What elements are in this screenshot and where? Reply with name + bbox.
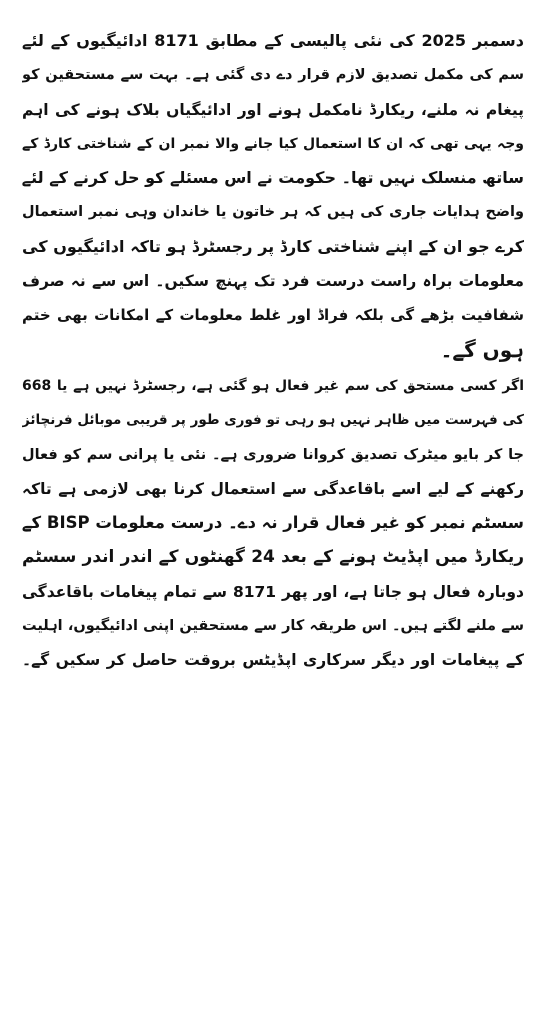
- text-line: رکھنے کے لیے اسے باقاعدگی سے استعمال کرنا بھی لازمی ہے تاکہ: [22, 479, 524, 498]
- text-line: شفافیت بڑھے گی بلکہ فراڈ اور غلط معلومات کے امکانات بھی ختم: [22, 306, 524, 325]
- text-line: کرے جو ان کے اپنے شناختی کارڈ پر رجسٹرڈ ہو تاکہ ادائیگیوں کی: [22, 236, 524, 256]
- paragraph-policy: [22, 24, 524, 367]
- text-line: ہوں گے۔: [440, 337, 524, 362]
- paragraph-sim-activation: [22, 369, 524, 678]
- text-line: کے پیغامات اور دیگر سرکاری اپڈیٹس بروقت حاصل کر سکیں گے۔: [22, 651, 524, 670]
- text-line: سسٹم نمبر کو غیر فعال قرار نہ دے۔ درست معلومات BISP کے: [22, 513, 524, 533]
- text-line: دسمبر 2025 کی نئی پالیسی کے مطابق 8171 ادائیگیوں کے لئے: [22, 31, 524, 50]
- text-line: معلومات براہ راست درست فرد تک پہنچ سکیں۔ اس سے نہ صرف: [22, 272, 524, 291]
- text-line: سے ملنے لگتے ہیں۔ اس طریقہ کار سے مستحقین اپنی ادائیگیوں، اہلیت: [22, 618, 524, 635]
- text-line: وجہ یہی تھی کہ ان کا استعمال کیا جانے والا نمبر ان کے شناختی کارڈ کے: [22, 135, 524, 152]
- text-line: واضح ہدایات جاری کی ہیں کہ ہر خاتون یا خاندان وہی نمبر استعمال: [22, 204, 524, 221]
- text-line: دوبارہ فعال ہو جاتا ہے، اور پھر 8171 سے تمام پیغامات باقاعدگی: [22, 582, 524, 601]
- text-line: کی فہرست میں ظاہر نہیں ہو رہی تو فوری طور پر قریبی موبائل فرنچائز: [22, 412, 524, 429]
- text-line: پیغام نہ ملنے، ریکارڈ نامکمل ہونے اور ادائیگیاں بلاک ہونے کی اہم: [22, 100, 524, 119]
- text-line: ریکارڈ میں اپڈیٹ ہونے کے بعد 24 گھنٹوں کے اندر اندر سسٹم: [22, 547, 524, 568]
- text-line: ساتھ منسلک نہیں تھا۔ حکومت نے اس مسئلے کو حل کرنے کے لئے: [22, 168, 524, 188]
- text-line: جا کر بایو میٹرک تصدیق کروانا ضروری ہے۔ نئی یا پرانی سم کو فعال: [22, 446, 524, 463]
- article-body: [22, 24, 524, 678]
- text-line: سم کی مکمل تصدیق لازم قرار دے دی گئی ہے۔ بہت سے مستحقین کو: [22, 67, 524, 84]
- text-line: اگر کسی مستحق کی سم غیر فعال ہو گئی ہے، رجسٹرڈ نہیں ہے یا 668: [22, 377, 524, 394]
